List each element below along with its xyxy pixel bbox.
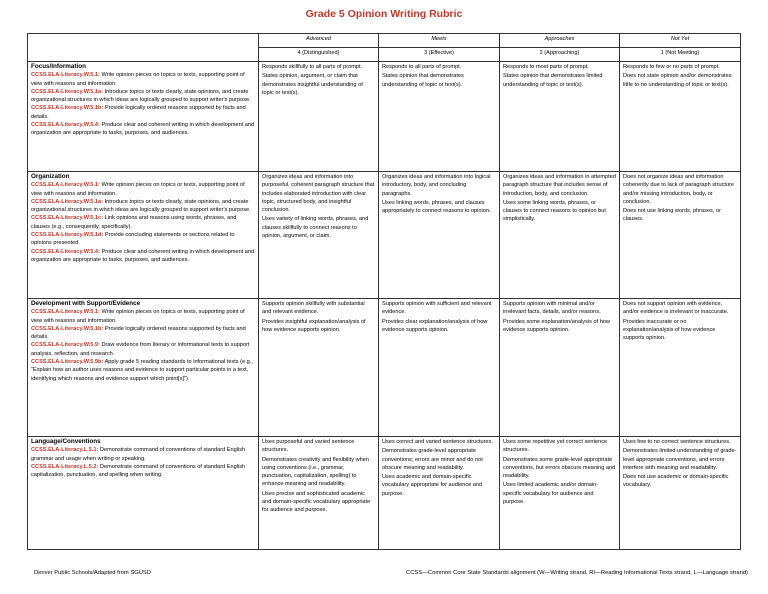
descriptor-text: Does not organize ideas and information coherently due to lack of paragraph structure and/or missing introduction, body, or conclusion.: [623, 174, 735, 205]
descriptor-text: Supports opinion skillfully with substantial and relevant evidence.: [262, 301, 365, 316]
page-title: Grade 5 Opinion Writing Rubric: [305, 8, 463, 20]
descriptor-text: Supports opinion with sufficient and relevant evidence.: [382, 301, 492, 316]
descriptor-text: Uses linking words, phrases, and clauses appropriately to connect reasons to opinion.: [382, 199, 491, 215]
criterion-title: Language/Conventions: [31, 438, 101, 445]
standard-item: [31, 88, 255, 105]
level-score-approaches: 2 (Approaching): [500, 48, 620, 62]
standard-item: [31, 248, 255, 265]
descriptor-cell-meets: [379, 437, 500, 550]
descriptor-cell-approaches: [500, 62, 620, 172]
criterion-row: [28, 62, 741, 172]
descriptor-cell-advanced: [259, 172, 379, 299]
descriptor-text: Uses limited academic and/or domain-specific vocabulary for audience and purpose.: [503, 482, 599, 506]
standard-item: [31, 358, 255, 383]
standard-text: Link opinions and reasons using words, phrases, and clauses (e.g., consequently, specifically).: [31, 215, 237, 230]
descriptor-cell-not-yet: [620, 437, 741, 550]
standard-code: CCSS.ELA-Literacy.W.5.1b:: [31, 325, 104, 332]
descriptor-cell-meets: [379, 62, 500, 172]
descriptor-text: Responds to most parts of prompt.: [503, 64, 589, 70]
descriptor-text: States opinion, argument, or claim that demonstrates insightful understanding of topic or text(s).: [262, 73, 363, 96]
level-name-not-yet: Not Yet: [620, 34, 741, 48]
descriptor-text: States opinion that demonstrates understanding of topic or text(s).: [382, 73, 464, 88]
footer-alignment-note: CCSS—Common Core State Standards alignment (W—Writing strand, RI—Reading Informational Texts strand, L—Language strand): [406, 570, 748, 576]
level-name-advanced: Advanced: [259, 34, 379, 48]
standard-text: Provide concluding statements or sections related to opinions presented.: [31, 232, 235, 247]
descriptor-text: Organizes ideas and information into purposeful, coherent paragraph structure that includes elaborated introduction with clear topic, structured body, and insightful conclusion.: [262, 174, 375, 214]
rubric-body: [28, 62, 741, 550]
descriptor-cell-approaches: [500, 172, 620, 299]
standard-code: CCSS.ELA-Literacy.W.5.1b:: [31, 105, 104, 112]
level-name-approaches: Approaches: [500, 34, 620, 48]
descriptor-text: Uses purposeful and varied sentence structures.: [262, 439, 355, 454]
level-name-row: [28, 34, 741, 48]
descriptor-cell-not-yet: [620, 62, 741, 172]
standard-text: Demonstrate command of conventions of standard English capitalization, punctuation, and spelling when writing.: [31, 463, 246, 479]
criterion-title: Development with Support/Evidence: [31, 300, 141, 307]
standard-code: CCSS.ELA-Literacy.W.5.1:: [31, 182, 100, 189]
standard-text: Produce clear and coherent writing in which development and organization are appropriate to tasks, purposes, and audiences.: [31, 248, 255, 263]
standard-text: Provide logically ordered reasons supported by facts and details.: [31, 325, 246, 341]
criterion-cell: [28, 437, 259, 550]
descriptor-text: Provides inaccurate or no explanation/analysis of how evidence supports opinion.: [623, 318, 716, 342]
standard-text: Produce clear and coherent writing in which development and organization are appropriate to tasks, purposes, and audiences.: [31, 122, 255, 137]
level-name-meets: Meets: [379, 34, 500, 48]
standard-code: CCSS.ELA-Literacy.W.5.1d:: [31, 232, 104, 239]
standard-item: [31, 214, 255, 231]
descriptor-text: Uses academic and domain-specific vocabulary appropriate for audience and purpose.: [382, 474, 483, 497]
standard-item: [31, 231, 255, 248]
standard-code: CCSS.ELA-Literacy.W.5.1c:: [31, 215, 104, 222]
descriptor-text: Does not use linking words, phrases, or clauses.: [623, 208, 721, 223]
descriptor-text: Demonstrates grade-level appropriate conventions; errors are minor and do not obscure meaning and readability.: [382, 448, 483, 471]
descriptor-text: Provides clear explanation/analysis of how evidence supports opinion.: [382, 318, 488, 333]
descriptor-cell-advanced: [259, 299, 379, 437]
descriptor-text: Uses precise and sophisticated academic and domain-specific vocabulary appropriate for audience and purpose.: [262, 490, 371, 514]
criterion-cell: [28, 172, 259, 299]
standard-item: [31, 198, 255, 215]
descriptor-text: Does not support opinion with evidence, and/or evidence is irrelevant or inaccurate.: [623, 301, 729, 316]
descriptor-text: Uses few to no correct sentence structures.: [623, 439, 731, 445]
standard-item: [31, 308, 255, 325]
standard-code: CCSS.ELA-Literacy.W.5.1:: [31, 72, 100, 79]
standard-code: CCSS.ELA-Literacy.W.5.9b:: [31, 359, 104, 366]
standard-code: CCSS.ELA-Literacy.W.5.1:: [31, 309, 100, 316]
descriptor-text: Responds to all parts of prompt.: [382, 64, 462, 70]
descriptor-text: Provides some explanation/analysis of how evidence supports opinion.: [503, 318, 610, 333]
standard-code: CCSS.ELA-Literacy.W.5.1a:: [31, 198, 104, 205]
criterion-title: Focus/Information: [31, 63, 86, 70]
standard-text: Draw evidence from literary or informational texts to support analysis, reflection, and research.: [31, 342, 250, 357]
descriptor-text: Uses correct and varied sentence structures.: [382, 439, 493, 445]
descriptor-text: Uses some linking words, phrases, or clauses to connect reasons to opinion but simplistically.: [503, 199, 606, 223]
descriptor-text: Supports opinion with minimal and/or irrelevant facts, details, and/or reasons.: [503, 301, 601, 316]
descriptor-cell-not-yet: [620, 172, 741, 299]
standard-item: [31, 463, 255, 480]
level-score-not-yet: 1 (Not Meeting): [620, 48, 741, 62]
standard-item: [31, 71, 255, 88]
descriptor-cell-advanced: [259, 62, 379, 172]
standard-code: CCSS.ELA-Literacy.W.5.4:: [31, 122, 100, 129]
criterion-row: [28, 299, 741, 437]
descriptor-text: Uses variety of linking words, phrases, and clauses skillfully to connect reasons to opinion, argument, or claim.: [262, 216, 369, 240]
standard-item: [31, 121, 255, 138]
standard-code: CCSS.ELA-Literacy.L.5.1:: [31, 447, 99, 454]
descriptor-text: Does not use academic or domain-specific vocabulary.: [623, 474, 729, 489]
descriptor-text: States opinion that demonstrates limited understanding of topic or text(s).: [503, 73, 603, 88]
descriptor-text: Provides insightful explanation/analysis of how evidence supports opinion.: [262, 318, 366, 333]
descriptor-cell-meets: [379, 172, 500, 299]
standard-item: [31, 446, 255, 463]
descriptor-text: Responds skillfully to all parts of prompt.: [262, 64, 363, 70]
standard-text: Write opinion pieces on topics or texts, supporting point of view with reasons and information.: [31, 72, 245, 87]
criterion-cell: [28, 62, 259, 172]
level-score-meets: 3 (Effective): [379, 48, 500, 62]
descriptor-cell-not-yet: [620, 299, 741, 437]
criteria-header-blank: [28, 34, 259, 62]
descriptor-cell-approaches: [500, 299, 620, 437]
standard-text: Demonstrate command of conventions of standard English grammar and usage when writing or speaking.: [31, 447, 246, 462]
standard-code: CCSS.ELA-Literacy.W.5.4:: [31, 248, 100, 255]
standard-item: [31, 325, 255, 342]
descriptor-text: Uses some repetitive yet correct sentence structures.: [503, 439, 608, 454]
descriptor-cell-approaches: [500, 437, 620, 550]
criterion-row: [28, 437, 741, 550]
level-score-advanced: 4 (Distinguished): [259, 48, 379, 62]
standard-text: Write opinion pieces on topics or texts, supporting point of view with reasons and information.: [31, 182, 245, 197]
standard-text: Provide logically ordered reasons supported by facts and details.: [31, 105, 246, 120]
standard-code: CCSS.ELA-Literacy.W.5.9:: [31, 342, 100, 349]
standard-item: [31, 104, 255, 121]
standard-text: Write opinion pieces on topics or texts, supporting point of view with reasons and information.: [31, 309, 245, 324]
descriptor-text: Demonstrates creativity and flexibility when using conventions (i.e., grammar, punctuation, capitalization, spelling) to enhance meaning and readability.: [262, 456, 369, 488]
standard-text: Introduce topics or texts clearly, state opinions, and create organizational structures in which ideas are logically grouped to support writer's purpose.: [31, 88, 251, 104]
descriptor-text: Does not state opinion and/or demonstrates little to no understanding of topic or text(s).: [623, 73, 732, 88]
descriptor-text: Organizes ideas and information in attempted paragraph structure that includes sense of introduction, body, and conclusion.: [503, 174, 616, 197]
criterion-row: [28, 172, 741, 299]
descriptor-cell-meets: [379, 299, 500, 437]
descriptor-text: Responds to few or no parts of prompt.: [623, 64, 720, 70]
descriptor-text: Demonstrates some grade-level appropriate conventions, but errors obscure meaning and readability.: [503, 456, 616, 480]
criterion-title: Organization: [31, 173, 70, 180]
descriptor-cell-advanced: [259, 437, 379, 550]
standard-item: [31, 341, 255, 358]
standard-code: CCSS.ELA-Literacy.L.5.2:: [31, 463, 99, 470]
standard-code: CCSS.ELA-Literacy.W.5.1a:: [31, 88, 104, 95]
footer-source: Denver Public Schools/Adapted from SGUSD: [34, 570, 151, 576]
standard-text: Apply grade 5 reading standards to informational texts (e.g., "Explain how an author uses reasons and evidence to support particular points in a text, identifying which reasons and evidence support which point[s]").: [31, 359, 253, 382]
rubric-table: [27, 33, 741, 550]
standard-item: [31, 181, 255, 198]
criterion-cell: [28, 299, 259, 437]
standard-text: Introduce topics or texts clearly, state opinions, and create organizational structures in which ideas are logically grouped to support writer's purpose.: [31, 198, 251, 214]
descriptor-text: Organizes ideas and information into logical introductory, body, and concluding paragraphs.: [382, 174, 491, 197]
descriptor-text: Demonstrates limited understanding of grade-level appropriate conventions, and errors interfere with meaning and readability.: [623, 448, 737, 471]
